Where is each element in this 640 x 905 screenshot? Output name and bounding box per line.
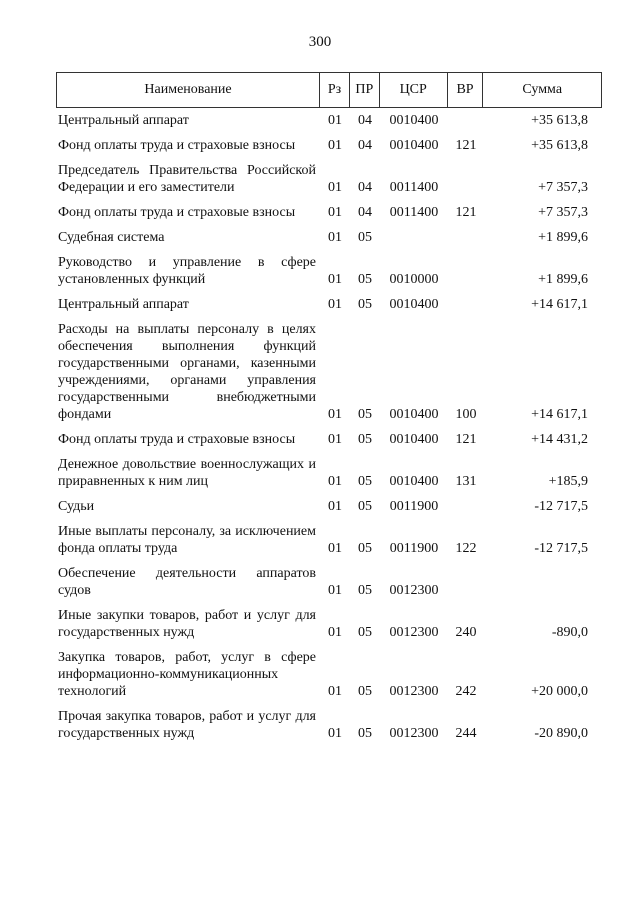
row-sum: +35 613,8 — [531, 138, 588, 153]
row-sum: +185,9 — [548, 474, 588, 489]
row-name: Фонд оплаты труда и страховые взносы — [58, 205, 296, 220]
row-pr: 04 — [358, 138, 372, 153]
row-codes — [320, 498, 602, 515]
row-rz: 01 — [328, 205, 342, 220]
column-header-sum: Сумма — [522, 82, 563, 97]
row-codes — [320, 725, 602, 742]
row-pr: 05 — [358, 230, 372, 245]
row-name: Руководство и управление в сфере установленных функций — [58, 255, 316, 287]
row-codes — [320, 271, 602, 288]
row-rz: 01 — [328, 583, 342, 598]
row-rz: 01 — [328, 499, 342, 514]
row-name: Фонд оплаты труда и страховые взносы — [58, 432, 296, 447]
column-header-rz: Рз — [320, 73, 350, 107]
row-csr: 0010400 — [389, 113, 439, 128]
row-sum — [484, 582, 602, 599]
row-pr: 05 — [358, 272, 372, 287]
table-row — [56, 204, 602, 221]
table-row — [56, 498, 602, 515]
column-header-pr: ПР — [350, 73, 380, 107]
row-vr: 244 — [455, 726, 477, 741]
table-row — [56, 607, 602, 641]
row-rz: 01 — [328, 230, 342, 245]
row-csr: 0010400 — [389, 432, 439, 447]
row-pr: 04 — [358, 113, 372, 128]
table-body — [56, 112, 602, 750]
row-rz: 01 — [328, 684, 342, 699]
row-rz: 01 — [328, 180, 342, 195]
table-row — [56, 229, 602, 246]
row-vr — [448, 271, 484, 288]
row-name: Председатель Правительства Российской Федерации и его заместители — [58, 163, 316, 195]
column-header-name: Наименование — [57, 73, 320, 107]
row-rz: 01 — [328, 113, 342, 128]
row-pr: 04 — [358, 180, 372, 195]
row-name: Расходы на выплаты персоналу в целях обеспечения выполнения функций государственными органами, казенными учреждениями, органами управления государственными внебюджетными фондами — [58, 322, 316, 422]
row-codes — [320, 473, 602, 490]
row-csr: 0012300 — [389, 625, 439, 640]
row-name: Центральный аппарат — [58, 113, 189, 128]
row-csr: 0010400 — [389, 297, 439, 312]
row-rz: 01 — [328, 726, 342, 741]
row-name: Прочая закупка товаров, работ и услуг для государственных нужд — [58, 709, 316, 741]
row-pr: 05 — [358, 297, 372, 312]
row-codes — [320, 540, 602, 557]
row-csr: 0011900 — [389, 541, 439, 556]
row-codes — [320, 137, 602, 154]
row-csr: 0010400 — [389, 474, 439, 489]
table-row — [56, 137, 602, 154]
row-rz: 01 — [328, 432, 342, 447]
row-pr: 05 — [358, 499, 372, 514]
table-row — [56, 431, 602, 448]
row-name: Денежное довольствие военнослужащих и приравненных к ним лиц — [58, 457, 316, 489]
row-csr: 0012300 — [389, 583, 439, 598]
row-sum: +1 899,6 — [538, 230, 588, 245]
row-name: Закупка товаров, работ, услуг в сфере информационно-коммуникационных технологий — [58, 650, 316, 699]
row-vr — [448, 498, 484, 515]
row-csr: 0012300 — [389, 726, 439, 741]
row-codes — [320, 406, 602, 423]
row-csr: 0010400 — [389, 138, 439, 153]
table-row — [56, 162, 602, 196]
row-pr: 05 — [358, 432, 372, 447]
row-vr: 100 — [455, 407, 477, 422]
row-vr — [448, 296, 484, 313]
row-pr: 05 — [358, 625, 372, 640]
row-pr: 05 — [358, 474, 372, 489]
row-sum: +20 000,0 — [531, 684, 588, 699]
row-sum: -20 890,0 — [534, 726, 588, 741]
row-sum: -890,0 — [551, 625, 588, 640]
row-vr: 121 — [455, 432, 477, 447]
row-vr — [448, 179, 484, 196]
row-csr: 0011900 — [389, 499, 439, 514]
row-name: Обеспечение деятельности аппаратов судов — [58, 566, 316, 598]
row-name: Иные выплаты персоналу, за исключением фонда оплаты труда — [58, 524, 316, 556]
row-pr: 05 — [358, 407, 372, 422]
row-csr: 0011400 — [389, 180, 439, 195]
row-sum: +14 617,1 — [531, 407, 588, 422]
row-name: Иные закупки товаров, работ и услуг для государственных нужд — [58, 608, 316, 640]
row-sum: +1 899,6 — [538, 272, 588, 287]
row-sum: +35 613,8 — [531, 113, 588, 128]
table-row — [56, 708, 602, 742]
row-vr: 242 — [455, 684, 477, 699]
row-pr: 05 — [358, 684, 372, 699]
row-rz: 01 — [328, 541, 342, 556]
column-header-csr: ЦСР — [380, 73, 448, 107]
row-name: Центральный аппарат — [58, 297, 189, 312]
row-codes — [320, 204, 602, 221]
row-codes — [320, 179, 602, 196]
row-codes — [320, 683, 602, 700]
row-codes — [320, 112, 602, 129]
row-sum: -12 717,5 — [534, 499, 588, 514]
row-sum: +14 431,2 — [531, 432, 588, 447]
row-csr: 0010000 — [389, 272, 439, 287]
column-header-vr: ВР — [448, 73, 484, 107]
row-pr: 05 — [358, 541, 372, 556]
row-vr: 121 — [455, 138, 477, 153]
row-pr: 05 — [358, 583, 372, 598]
row-codes — [320, 296, 602, 313]
row-vr — [448, 582, 484, 599]
row-rz: 01 — [328, 297, 342, 312]
row-vr: 121 — [455, 205, 477, 220]
row-rz: 01 — [328, 407, 342, 422]
row-rz: 01 — [328, 272, 342, 287]
table-row — [56, 649, 602, 700]
row-name: Судьи — [58, 499, 95, 514]
row-sum: -12 717,5 — [534, 541, 588, 556]
row-sum: +7 357,3 — [538, 205, 588, 220]
table-row — [56, 565, 602, 599]
row-sum: +7 357,3 — [538, 180, 588, 195]
row-name: Фонд оплаты труда и страховые взносы — [58, 138, 296, 153]
row-rz: 01 — [328, 474, 342, 489]
row-vr: 131 — [455, 474, 477, 489]
table-row — [56, 296, 602, 313]
table-row — [56, 254, 602, 288]
row-codes — [320, 624, 602, 641]
row-vr — [448, 229, 484, 246]
row-codes — [320, 431, 602, 448]
table-row — [56, 523, 602, 557]
row-codes — [320, 229, 602, 246]
row-csr: 0010400 — [389, 407, 439, 422]
row-sum: +14 617,1 — [531, 297, 588, 312]
row-vr — [448, 112, 484, 129]
row-vr: 122 — [455, 541, 477, 556]
table-header — [56, 72, 602, 108]
row-csr — [380, 229, 448, 246]
row-rz: 01 — [328, 138, 342, 153]
row-vr: 240 — [455, 625, 477, 640]
row-pr: 04 — [358, 205, 372, 220]
table-row — [56, 456, 602, 490]
table-row — [56, 321, 602, 423]
row-pr: 05 — [358, 726, 372, 741]
table-row — [56, 112, 602, 129]
row-codes — [320, 582, 602, 599]
row-rz: 01 — [328, 625, 342, 640]
row-name: Судебная система — [58, 230, 165, 245]
row-csr: 0012300 — [389, 684, 439, 699]
row-csr: 0011400 — [389, 205, 439, 220]
page-number: 300 — [308, 34, 332, 50]
